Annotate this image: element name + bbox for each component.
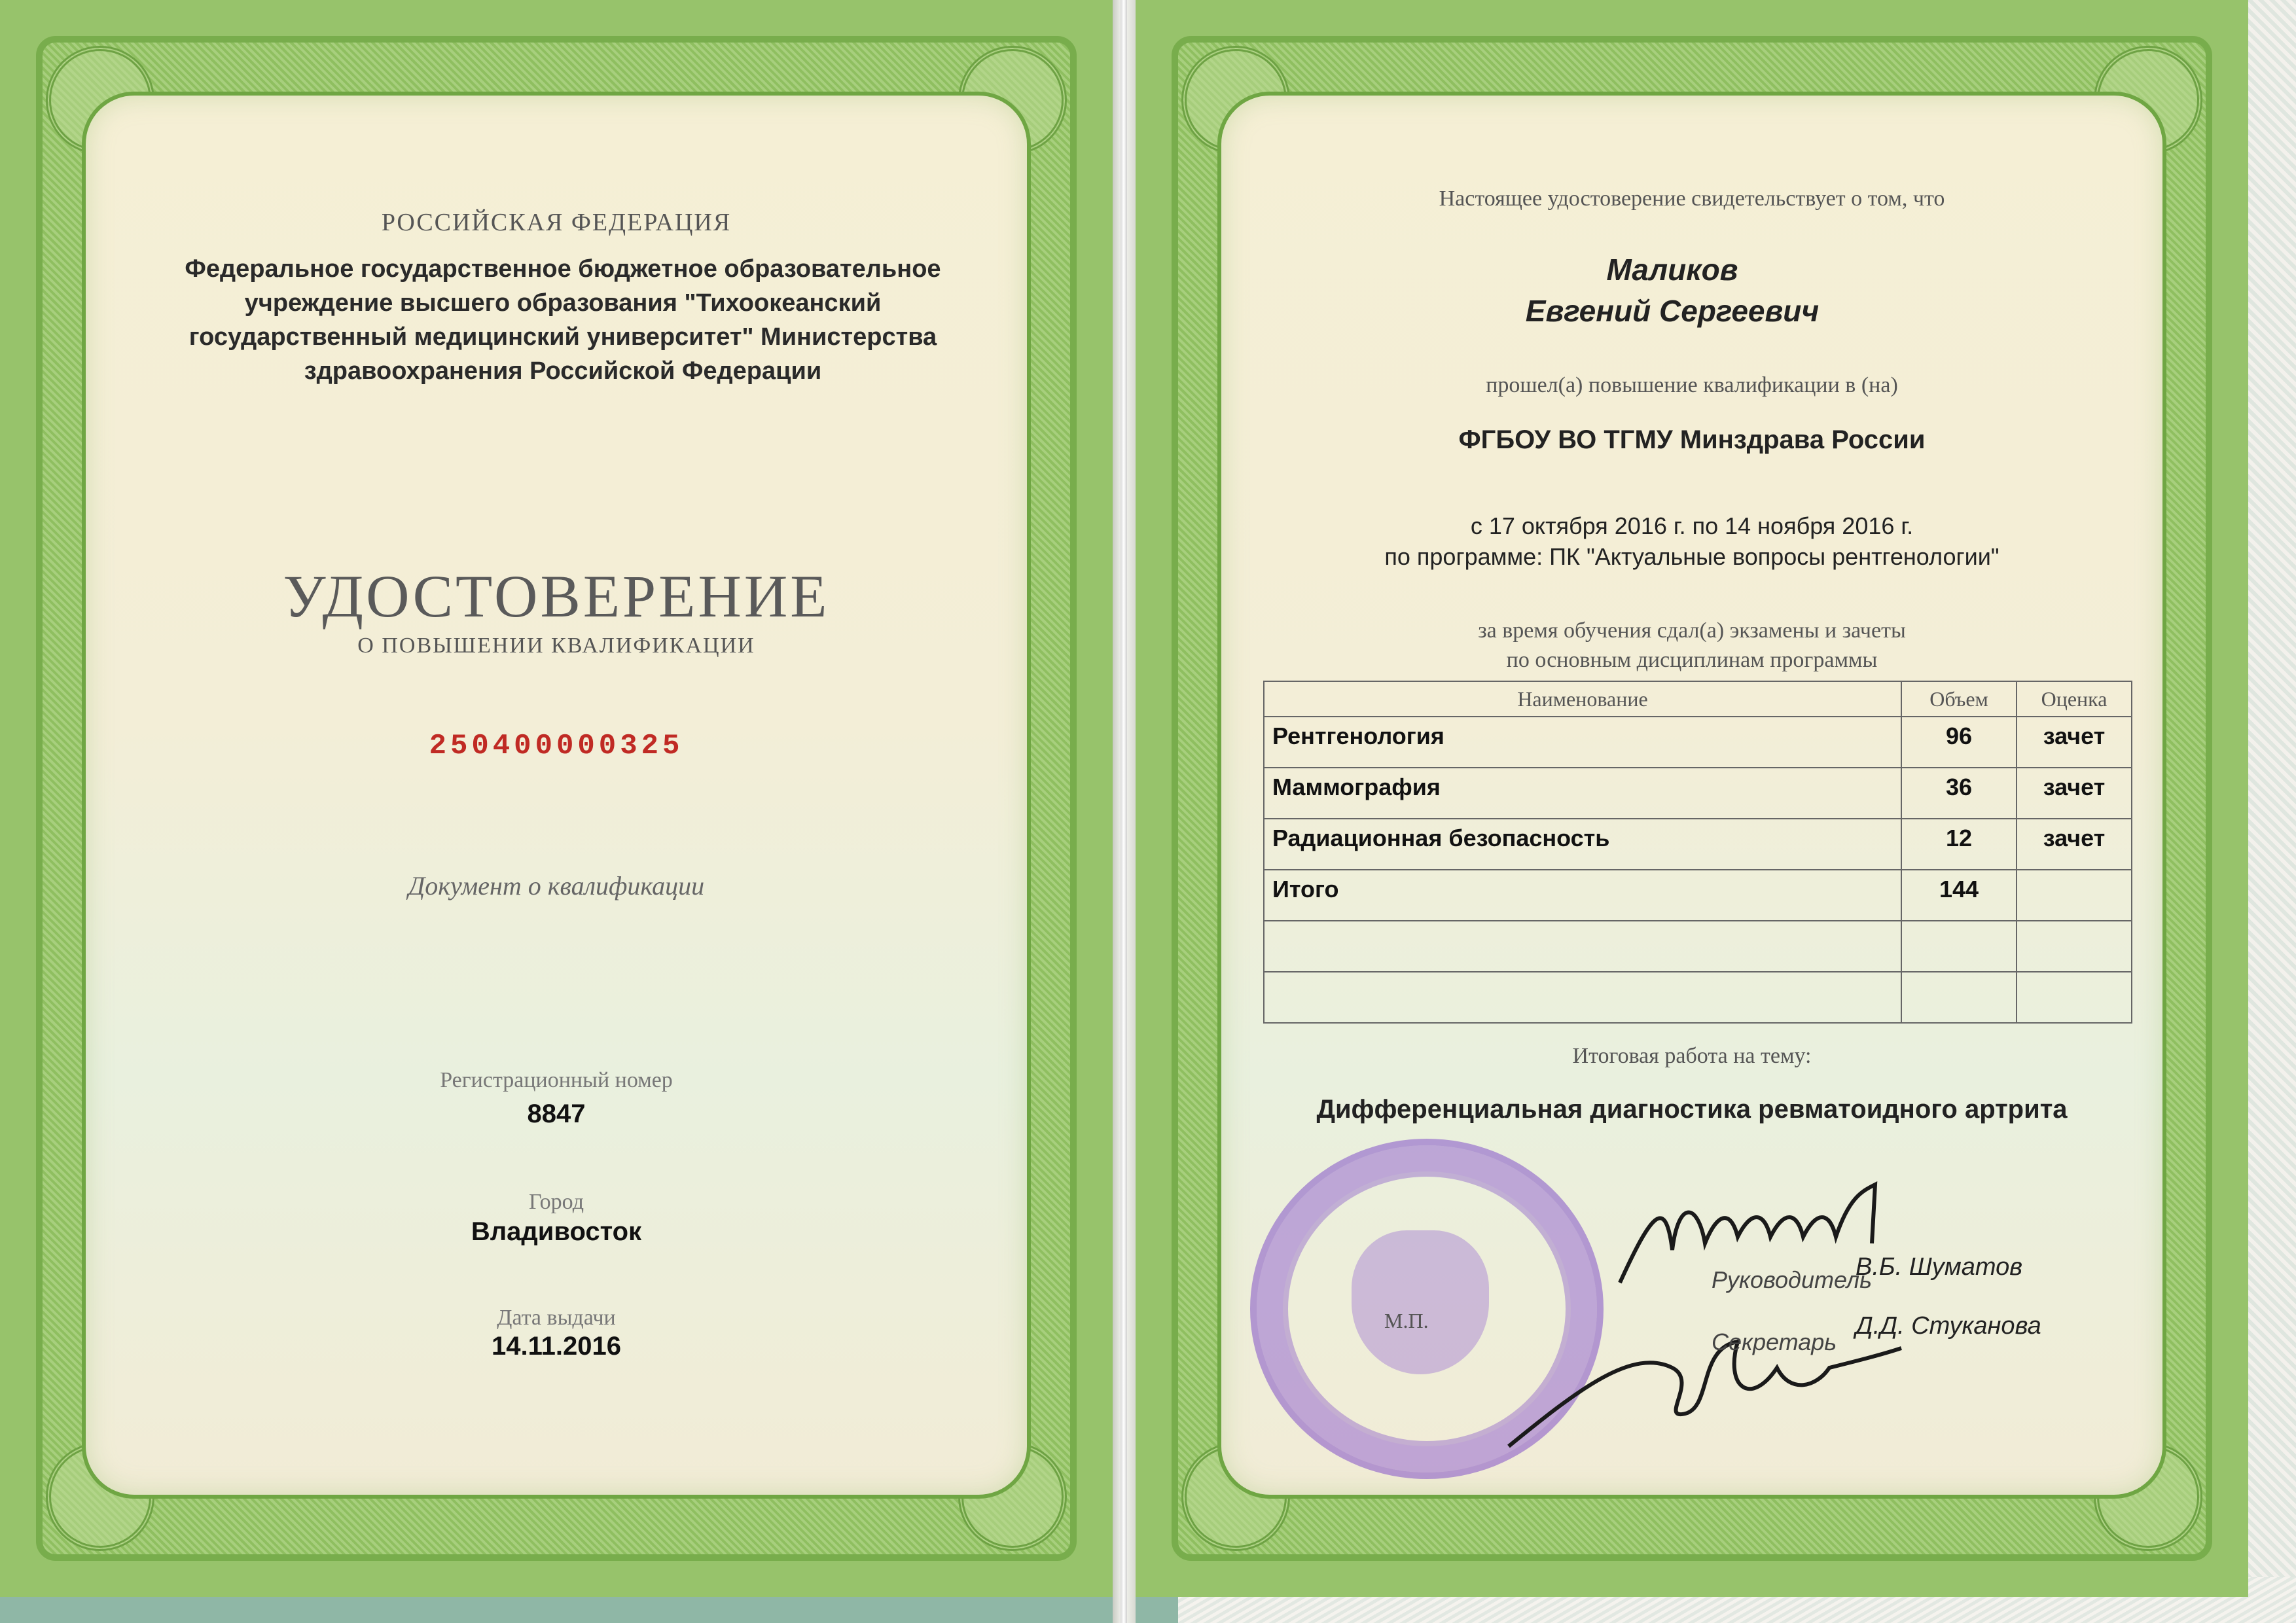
empty-cell bbox=[1901, 921, 2017, 972]
column-header-name: Наименование bbox=[1264, 681, 1901, 717]
serial-number: 250400000325 bbox=[429, 730, 684, 762]
table-row-total bbox=[1264, 870, 2132, 921]
total-hours: 144 bbox=[1901, 870, 2017, 921]
discipline-hours: 36 bbox=[1901, 768, 2017, 819]
head-name: В.Б. Шуматов bbox=[1856, 1253, 2023, 1281]
empty-cell bbox=[1264, 972, 1901, 1023]
holder-surname: Маликов bbox=[1606, 253, 1738, 287]
grades-table bbox=[1263, 681, 2132, 1024]
registration-number: 8847 bbox=[527, 1099, 586, 1128]
table-row bbox=[1264, 768, 2132, 819]
exams-text-line2: по основным дисциплинам программы bbox=[1506, 648, 1878, 672]
document-kind: Документ о квалификации bbox=[408, 871, 705, 901]
empty-cell bbox=[1901, 972, 2017, 1023]
discipline-hours: 96 bbox=[1901, 717, 2017, 768]
exams-text-line1: за время обучения сдал(а) экзамены и зачеты bbox=[1478, 618, 1906, 643]
table-row bbox=[1264, 921, 2132, 972]
table-row bbox=[1264, 819, 2132, 870]
seal-mark-label: М.П. bbox=[1384, 1309, 1429, 1332]
head-role-label: Руководитель bbox=[1712, 1266, 1873, 1293]
discipline-grade: зачет bbox=[2017, 717, 2132, 768]
registration-label: Регистрационный номер bbox=[440, 1068, 673, 1092]
intro-text: Настоящее удостоверение свидетельствует о том, что bbox=[1439, 187, 1945, 211]
certificate-subtitle: О ПОВЫШЕНИИ КВАЛИФИКАЦИИ bbox=[357, 633, 755, 658]
discipline-hours: 12 bbox=[1901, 819, 2017, 870]
discipline-grade: зачет bbox=[2017, 819, 2132, 870]
city-label: Город bbox=[529, 1190, 584, 1214]
discipline-name: Маммография bbox=[1264, 768, 1901, 819]
discipline-grade: зачет bbox=[2017, 768, 2132, 819]
secretary-signature-icon bbox=[1502, 1309, 1908, 1453]
table-row bbox=[1264, 717, 2132, 768]
city-value: Владивосток bbox=[471, 1217, 642, 1246]
coat-of-arms-icon bbox=[1352, 1230, 1489, 1374]
organization-name: Федеральное государственное бюджетное образовательное учреждение высшего образования "Тихоокеанский государственный медицинский университет" Министерства здравоохранения Российской Федерации bbox=[185, 255, 941, 385]
empty-cell bbox=[1264, 921, 1901, 972]
spine-cord bbox=[1121, 0, 1127, 1623]
table-row bbox=[1264, 972, 2132, 1023]
total-grade bbox=[2017, 870, 2132, 921]
issue-date-label: Дата выдачи bbox=[497, 1306, 616, 1330]
discipline-name: Рентгенология bbox=[1264, 717, 1901, 768]
empty-cell bbox=[2017, 972, 2132, 1023]
final-work-label: Итоговая работа на тему: bbox=[1572, 1044, 1812, 1068]
certificate-title: УДОСТОВЕРЕНИЕ bbox=[283, 563, 830, 630]
right-page bbox=[1136, 0, 2248, 1597]
discipline-name: Радиационная безопасность bbox=[1264, 819, 1901, 870]
table-header-row bbox=[1264, 681, 2132, 717]
training-period: с 17 октября 2016 г. по 14 ноября 2016 г. bbox=[1470, 512, 1914, 539]
final-work-theme: Дифференциальная диагностика ревматоидного артрита bbox=[1316, 1095, 2068, 1124]
secretary-role-label: Секретарь bbox=[1712, 1329, 1837, 1355]
issue-date: 14.11.2016 bbox=[492, 1332, 621, 1361]
institution-name: ФГБОУ ВО ТГМУ Минздрава России bbox=[1458, 425, 1926, 454]
left-page bbox=[0, 0, 1113, 1597]
total-label: Итого bbox=[1264, 870, 1901, 921]
country-heading: РОССИЙСКАЯ ФЕДЕРАЦИЯ bbox=[381, 209, 732, 236]
column-header-grade: Оценка bbox=[2017, 681, 2132, 717]
column-header-hours: Объем bbox=[1901, 681, 2017, 717]
passed-text: прошел(а) повышение квалификации в (на) bbox=[1486, 373, 1898, 397]
program-name: по программе: ПК "Актуальные вопросы рентгенологии" bbox=[1384, 543, 2000, 570]
holder-given-names: Евгений Сергеевич bbox=[1525, 294, 1820, 328]
secretary-name: Д.Д. Стуканова bbox=[1856, 1312, 2041, 1340]
empty-cell bbox=[2017, 921, 2132, 972]
